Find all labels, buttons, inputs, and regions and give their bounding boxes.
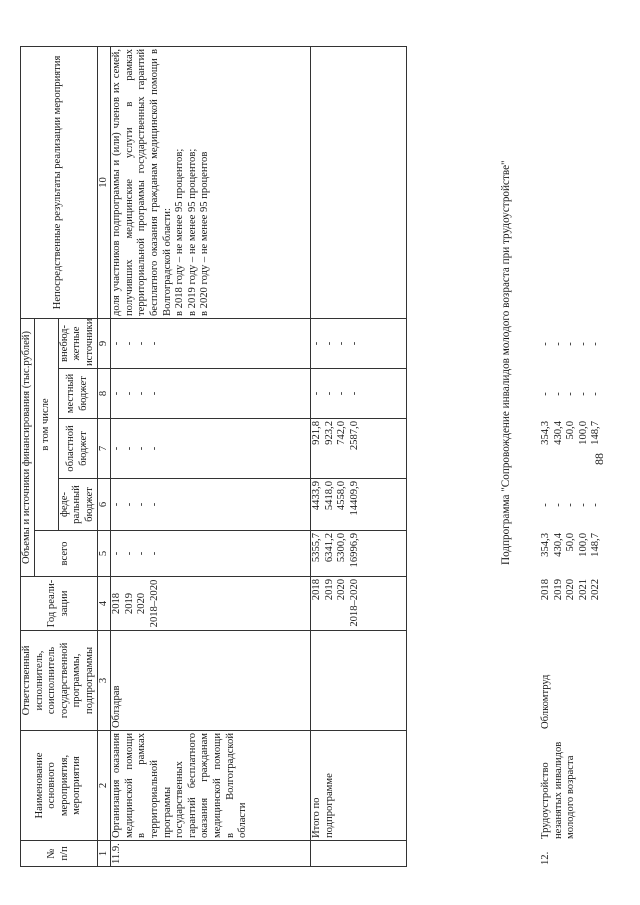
col-number: 1 — [97, 841, 111, 867]
value: - — [577, 392, 589, 396]
header-reg: областной бюджет — [58, 419, 97, 479]
value: - — [565, 503, 577, 507]
value: - — [148, 446, 160, 451]
subtotal-label: Итого по подпрограмме — [311, 731, 407, 841]
header-resp: Ответственный исполнитель, соисполнитель государственной программы, подпрограммы — [21, 631, 98, 731]
empty-cell — [311, 841, 407, 867]
col-number: 8 — [97, 369, 111, 419]
value: - — [123, 391, 135, 396]
total-cell — [311, 531, 407, 577]
year: 2019 — [552, 579, 564, 601]
column-number-row — [97, 46, 111, 866]
value: - — [348, 391, 360, 396]
value: - — [111, 502, 123, 507]
regional-cell — [111, 419, 311, 479]
result-text: доля участников подпрограммы и (или) членов их семей, получивших медицинские услуги в рамках территориальной программы государственных гарантий бесплатного оказания гражданам медицинской помощи в Волгоградской области: — [111, 48, 173, 316]
value: - — [577, 503, 589, 507]
year: 2019 — [123, 592, 135, 615]
value: - — [552, 392, 564, 396]
col-number: 3 — [97, 631, 111, 731]
value: - — [565, 392, 577, 396]
year: 2018 — [111, 592, 123, 615]
years-cell — [311, 577, 407, 631]
year: 2018–2020 — [148, 579, 160, 628]
value: - — [336, 341, 348, 346]
col-number: 6 — [97, 479, 111, 531]
value: - — [123, 551, 135, 556]
year: 2021 — [577, 579, 589, 601]
value: - — [552, 503, 564, 507]
extrabudget-cell — [311, 318, 407, 368]
value: - — [577, 342, 589, 346]
year: 2018 — [540, 579, 551, 601]
header-incl: в том числе — [35, 318, 59, 530]
value: - — [540, 342, 551, 346]
year: 2020 — [565, 579, 577, 601]
result-cell — [111, 46, 311, 318]
value: - — [136, 446, 148, 451]
value: 5300,0 — [336, 533, 348, 563]
value: - — [148, 341, 160, 346]
value: - — [348, 341, 360, 346]
federal-cell — [111, 479, 311, 531]
value: - — [111, 391, 123, 396]
federal-cell — [311, 479, 407, 531]
row-number: 12. — [540, 851, 551, 865]
value: 2587,0 — [348, 421, 360, 451]
header-total: всего — [35, 531, 98, 577]
total-cell — [111, 531, 311, 577]
value: - — [552, 342, 564, 346]
col-number: 10 — [97, 46, 111, 318]
table-row — [540, 47, 603, 867]
value: 148,7 — [590, 421, 602, 445]
value: - — [111, 551, 123, 556]
value: - — [590, 503, 602, 507]
value: - — [111, 341, 123, 346]
regional-cell — [540, 419, 603, 479]
col-number: 9 — [97, 318, 111, 368]
value: - — [590, 392, 602, 396]
header-name: Наименование основного мероприятия, мероприятия — [21, 731, 98, 841]
col-number: 4 — [97, 577, 111, 631]
year: 2020 — [336, 579, 348, 601]
value: 14409,9 — [348, 481, 360, 516]
value: 430,4 — [552, 421, 564, 445]
value: - — [323, 391, 335, 396]
result-text: в 2020 году – не менее 95 процентов — [199, 151, 211, 316]
local-cell — [540, 369, 603, 419]
header-result: Непосредственные результаты реализации мероприятия — [21, 46, 98, 318]
result-text: в 2018 году – не менее 95 процентов; — [174, 148, 186, 316]
value: - — [136, 551, 148, 556]
value: 4558,0 — [336, 481, 348, 511]
total-cell — [540, 531, 603, 577]
value: 354,3 — [540, 421, 551, 445]
year: 2020 — [136, 592, 148, 615]
result-text: в 2019 году – не менее 95 процентов; — [186, 148, 198, 316]
responsible-executor: Облкомтруд — [540, 674, 551, 729]
regional-cell — [311, 419, 407, 479]
value: - — [311, 341, 323, 346]
local-cell — [311, 369, 407, 419]
value: 50,0 — [565, 533, 577, 552]
value: - — [565, 342, 577, 346]
empty-cell — [311, 46, 407, 318]
col-number: 5 — [97, 531, 111, 577]
funding-table — [20, 46, 407, 867]
years-cell — [111, 577, 311, 631]
value: 16996,9 — [348, 533, 360, 568]
row-number: 11.9. — [111, 841, 311, 867]
extrabudget-cell — [111, 318, 311, 368]
value: - — [540, 503, 551, 507]
federal-cell — [540, 479, 603, 531]
activity-name: Организация оказания медицинской помощи в рамках территориальной программы государственных гарантий бесплатного оказания гражданам медицинской помощи в Волгоградской области — [111, 731, 311, 841]
value: 6341,2 — [323, 533, 335, 563]
header-fed: феде-ральный бюджет — [58, 479, 97, 531]
year: 2022 — [590, 579, 602, 601]
value: 5355,7 — [311, 533, 323, 563]
header-year: Год реали-зации — [21, 577, 98, 631]
funding-table-continued — [540, 47, 603, 867]
value: - — [148, 391, 160, 396]
value: 148,7 — [590, 533, 602, 557]
value: - — [323, 341, 335, 346]
header-loc: местный бюджет — [58, 369, 97, 419]
header-n: № п/п — [21, 841, 98, 867]
value: - — [136, 341, 148, 346]
col-number: 2 — [97, 731, 111, 841]
header-funding: Объемы и источники финансирования (тыс.рублей) — [21, 318, 35, 576]
empty-cell — [540, 47, 603, 319]
page-number: 88 — [592, 453, 606, 465]
value: - — [540, 392, 551, 396]
value: 5418,0 — [323, 481, 335, 511]
value: 100,0 — [577, 533, 589, 557]
col-number: 7 — [97, 419, 111, 479]
value: - — [590, 342, 602, 346]
year: 2018–2020 — [348, 579, 360, 627]
responsible-executor: Облздрав — [111, 631, 311, 731]
year: 2018 — [311, 579, 323, 601]
value: 354,3 — [540, 533, 551, 557]
value: 100,0 — [577, 421, 589, 445]
value: - — [123, 446, 135, 451]
value: - — [148, 551, 160, 556]
extrabudget-cell — [540, 319, 603, 369]
value: 921,8 — [311, 421, 323, 445]
value: 50,0 — [565, 421, 577, 440]
activity-name: Трудоустройство незанятых инвалидов молодого возраста — [540, 741, 577, 839]
value: 4433,9 — [311, 481, 323, 511]
header-ext: внебюд-жетные источники — [58, 318, 97, 368]
value: - — [336, 391, 348, 396]
value: 923,2 — [323, 421, 335, 445]
subtotal-row — [311, 46, 407, 866]
year: 2019 — [323, 579, 335, 601]
value: - — [123, 502, 135, 507]
value: - — [148, 502, 160, 507]
value: - — [136, 391, 148, 396]
value: 430,4 — [552, 533, 564, 557]
value: - — [111, 446, 123, 451]
empty-cell — [311, 631, 407, 731]
value: - — [311, 391, 323, 396]
local-cell — [111, 369, 311, 419]
years-cell — [540, 577, 603, 631]
value: - — [123, 341, 135, 346]
table-row — [111, 46, 311, 866]
value: 742,0 — [336, 421, 348, 445]
subprogram-title: Подпрограмма "Сопровождение инвалидов молодого возраста при трудоустройстве" — [500, 160, 512, 565]
value: - — [136, 502, 148, 507]
